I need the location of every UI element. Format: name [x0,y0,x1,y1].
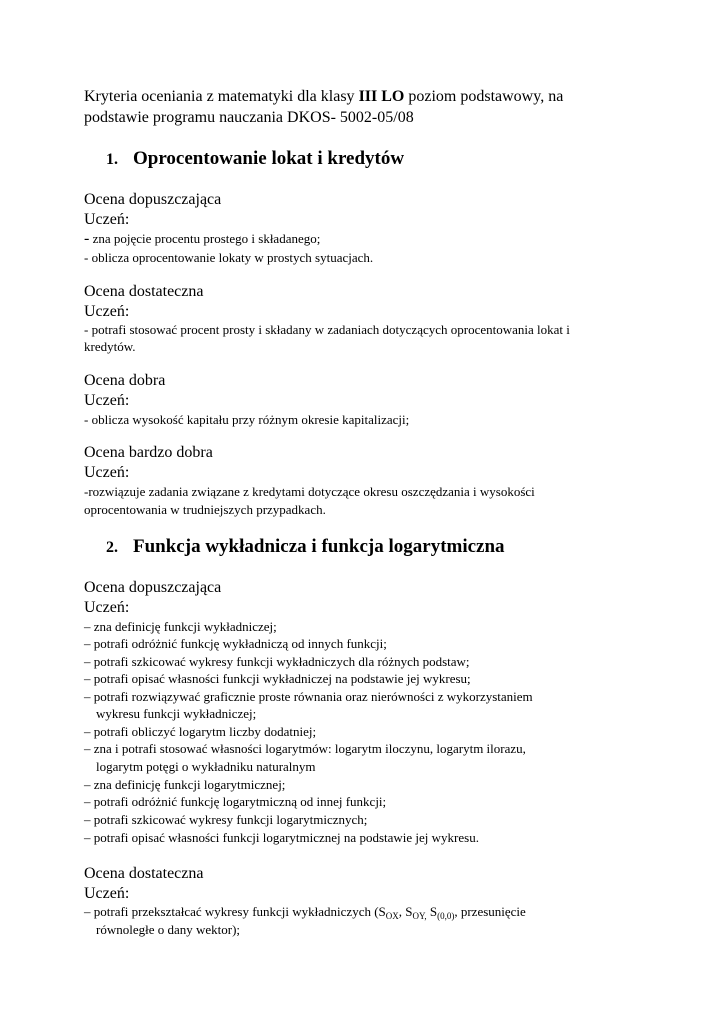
s1-g1-item-1: - zna pojęcie procentu prostego i składanego; [84,230,321,247]
s1-g2-item-1-cont: kredytów. [84,339,136,354]
s1-grade-2: Ocena dostateczna [84,283,204,300]
s2-g1-item: – potrafi opisać własności funkcji logarytmicznej na podstawie jej wykresu. [84,830,479,845]
s2-g2-item-1: – potrafi przekształcać wykresy funkcji wykładniczych ($S_{OX}$, $S_{OY,}$ $S_{(0,0)}$, przesunięcie [84,904,526,921]
s2-g1-item: – zna definicję funkcji wykładniczej; [84,619,277,634]
s1-g4-item-1: -rozwiązuje zadania związane z kredytami dotyczące okresu oszczędzania i wysokości [84,484,535,499]
section-2-title: Funkcja wykładnicza i funkcja logarytmiczna [133,536,505,557]
s1-student-3: Uczeń: [84,392,130,409]
s2-grade-2: Ocena dostateczna [84,865,204,882]
s2-g1-item: – potrafi obliczyć logarytm liczby dodatniej; [84,724,317,739]
section-2-heading [106,536,505,558]
s2-g1-item: – potrafi rozwiązywać graficznie proste równania oraz nierówności z wykorzystaniem [84,689,533,704]
section-1-number: 1. [106,151,118,168]
s1-grade-3: Ocena dobra [84,372,166,389]
s1-student-4: Uczeń: [84,464,130,481]
s1-grade-4: Ocena bardzo dobra [84,444,213,461]
section-2-number: 2. [106,539,118,556]
s1-grade-1: Ocena dopuszczająca [84,191,222,208]
s2-g1-item: – zna i potrafi stosować własności logarytmów: logarytm iloczynu, logarytm ilorazu, [84,741,526,756]
s1-g2-item-1: - potrafi stosować procent prosty i składany w zadaniach dotyczących oprocentowania lokat i [84,322,570,337]
s2-g1-item-cont: wykresu funkcji wykładniczej; [96,706,257,721]
s2-g1-item: – potrafi szkicować wykresy funkcji wykładniczych dla różnych podstaw; [84,654,470,669]
s1-student-1: Uczeń: [84,211,130,228]
class-name: III LO [358,88,405,105]
intro-line-2: podstawie programu nauczania DKOS- 5002-05/08 [84,109,414,126]
s2-student-1: Uczeń: [84,599,130,616]
s2-g1-item-cont: logarytm potęgi o wykładniku naturalnym [96,759,316,774]
s2-g1-item: – potrafi szkicować wykresy funkcji logarytmicznych; [84,812,368,827]
s1-g3-item-1: - oblicza wysokość kapitału przy różnym okresie kapitalizacji; [84,412,410,427]
document-intro [84,86,644,128]
s2-g1-item: – zna definicję funkcji logarytmicznej; [84,777,286,792]
s2-g1-item: – potrafi odróżnić funkcję logarytmiczną od innej funkcji; [84,794,387,809]
s2-g2-item-1-cont: równoległe o dany wektor); [96,922,241,937]
s2-g1-item: – potrafi odróżnić funkcję wykładniczą od innych funkcji; [84,636,387,651]
s2-grade-1: Ocena dopuszczająca [84,579,222,596]
section-1-heading [106,148,404,170]
s2-g1-item: – potrafi opisać własności funkcji wykładniczej na podstawie jej wykresu; [84,671,471,686]
s1-g4-item-1-cont: oprocentowania w trudniejszych przypadkach. [84,502,326,517]
s1-g1-item-2: - oblicza oprocentowanie lokaty w prostych sytuacjach. [84,250,374,265]
section-1-title: Oprocentowanie lokat i kredytów [133,148,405,169]
s2-student-2: Uczeń: [84,885,130,902]
s1-student-2: Uczeń: [84,303,130,320]
intro-line-1: Kryteria oceniania z matematyki dla klasy III LO poziom podstawowy, na [84,88,564,105]
